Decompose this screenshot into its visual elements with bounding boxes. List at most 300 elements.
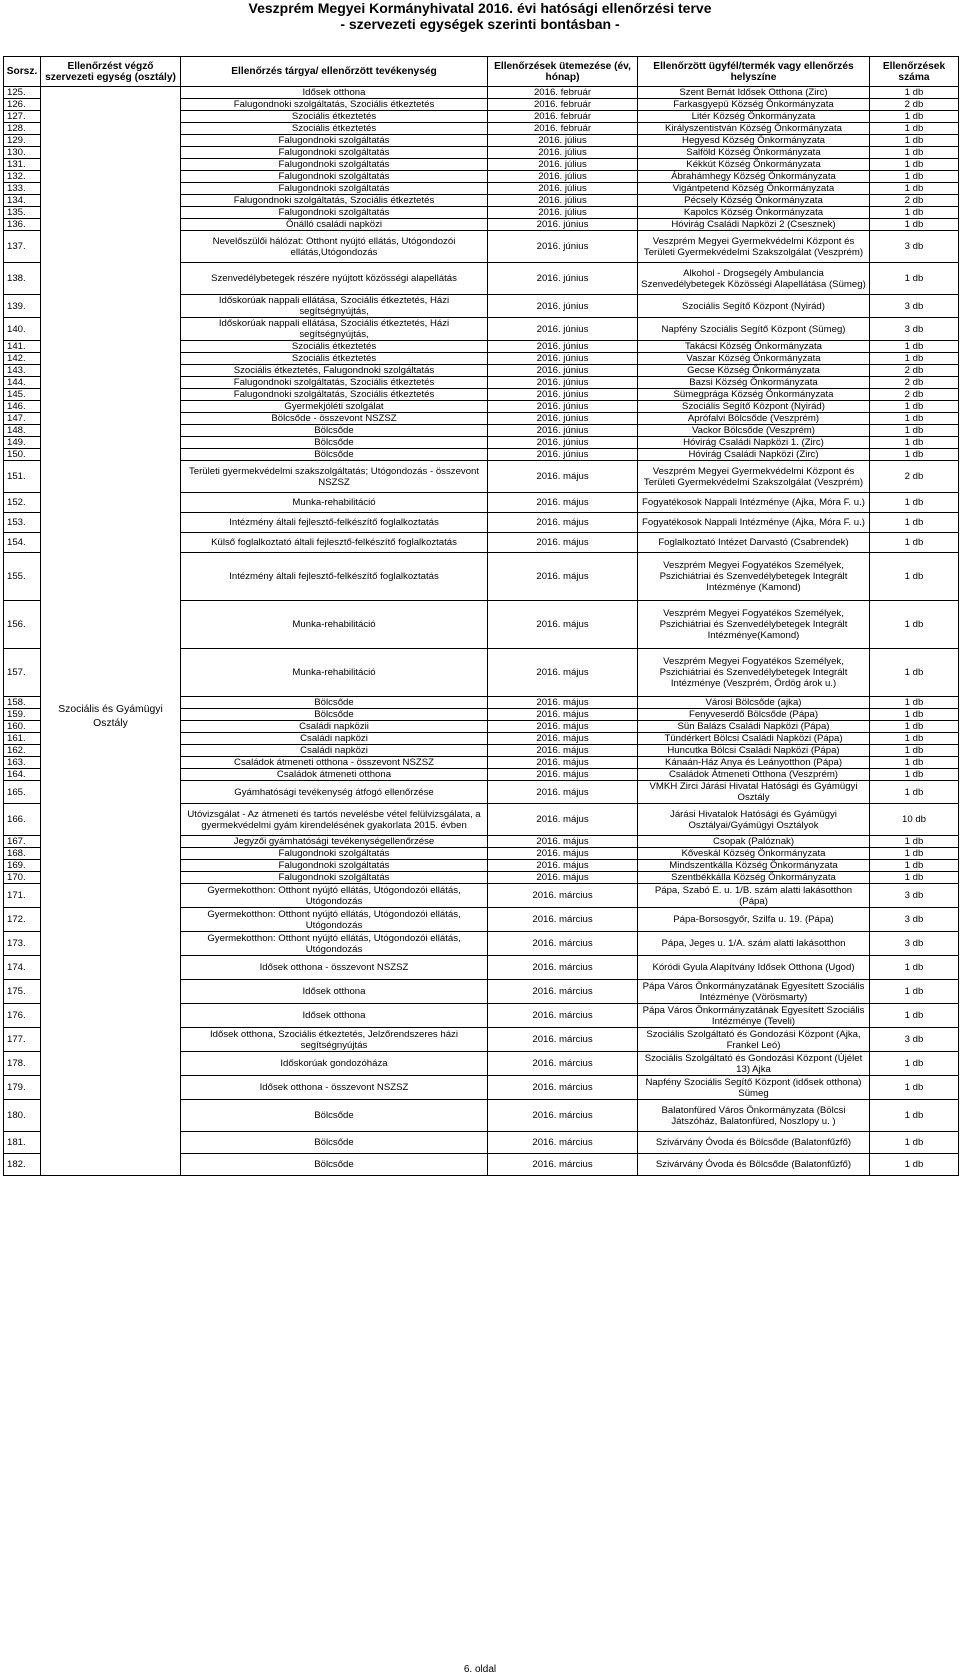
cell-serial: 171. [4, 884, 41, 908]
cell-schedule: 2016. július [488, 195, 638, 207]
page-title: Veszprém Megyei Kormányhivatal 2016. évi hatósági ellenőrzési terve [248, 0, 712, 16]
cell-schedule: 2016. február [488, 99, 638, 111]
cell-serial: 170. [4, 872, 41, 884]
cell-count: 1 db [870, 697, 959, 709]
cell-schedule: 2016. május [488, 733, 638, 745]
page-number: 6. oldal [463, 1664, 497, 1675]
cell-subject: Szociális étkeztetés [181, 123, 488, 135]
cell-count: 1 db [870, 980, 959, 1004]
cell-serial: 146. [4, 401, 41, 413]
cell-count: 2 db [870, 365, 959, 377]
cell-subject: Munka-rehabilitáció [181, 601, 488, 649]
cell-schedule: 2016. június [488, 389, 638, 401]
cell-subject: Gyermekotthon: Otthont nyújtó ellátás, Utógondozói ellátás, Utógondozás [181, 932, 488, 956]
cell-count: 1 db [870, 848, 959, 860]
cell-serial: 139. [4, 295, 41, 318]
cell-count: 1 db [870, 553, 959, 601]
cell-count: 3 db [870, 908, 959, 932]
col-header-serial: Sorsz. [4, 57, 41, 87]
cell-subject: Szociális étkeztetés [181, 353, 488, 365]
cell-schedule: 2016. június [488, 425, 638, 437]
cell-schedule: 2016. május [488, 745, 638, 757]
cell-serial: 167. [4, 836, 41, 848]
cell-schedule: 2016. március [488, 932, 638, 956]
cell-count: 2 db [870, 461, 959, 493]
cell-client: Veszprém Megyei Fogyatékos Személyek, Pszichiátriai és Szenvedélybetegek Integrált Intézménye (Veszprém, Ördög árok u.) [638, 649, 870, 697]
table-row [4, 87, 959, 99]
cell-serial: 153. [4, 513, 41, 533]
cell-count: 1 db [870, 87, 959, 99]
cell-subject: Falugondnoki szolgáltatás [181, 872, 488, 884]
cell-serial: 129. [4, 135, 41, 147]
cell-client: Bazsi Község Önkormányzata [638, 377, 870, 389]
cell-subject: Munka-rehabilitáció [181, 649, 488, 697]
cell-schedule: 2016. május [488, 804, 638, 836]
cell-count: 1 db [870, 183, 959, 195]
col-header-schedule: Ellenőrzések ütemezése (év, hónap) [488, 57, 638, 87]
cell-client: Aprófalvi Bölcsőde (Veszprém) [638, 413, 870, 425]
cell-subject: Falugondnoki szolgáltatás, Szociális étkeztetés [181, 389, 488, 401]
cell-schedule: 2016. május [488, 697, 638, 709]
cell-schedule: 2016. május [488, 721, 638, 733]
cell-schedule: 2016. június [488, 353, 638, 365]
cell-count: 1 db [870, 449, 959, 461]
cell-serial: 161. [4, 733, 41, 745]
cell-client: Napfény Szociális Segítő Központ (Sümeg) [638, 318, 870, 341]
cell-serial: 169. [4, 860, 41, 872]
cell-serial: 144. [4, 377, 41, 389]
cell-serial: 168. [4, 848, 41, 860]
cell-count: 1 db [870, 1052, 959, 1076]
cell-subject: Intézmény általi fejlesztő-felkészítő foglalkoztatás [181, 553, 488, 601]
cell-count: 1 db [870, 769, 959, 781]
cell-serial: 149. [4, 437, 41, 449]
cell-subject: Falugondnoki szolgáltatás [181, 135, 488, 147]
cell-count: 3 db [870, 295, 959, 318]
cell-serial: 143. [4, 365, 41, 377]
cell-subject: Falugondnoki szolgáltatás [181, 183, 488, 195]
cell-subject: Szenvedélybetegek részére nyújtott közösségi alapellátás [181, 263, 488, 295]
cell-serial: 145. [4, 389, 41, 401]
cell-subject: Szociális étkeztetés, Falugondnoki szolgáltatás [181, 365, 488, 377]
cell-count: 1 db [870, 341, 959, 353]
cell-schedule: 2016. március [488, 956, 638, 980]
cell-client: Pápa-Borsosgyőr, Szilfa u. 19. (Pápa) [638, 908, 870, 932]
cell-client: Kőveskál Község Önkormányzata [638, 848, 870, 860]
cell-serial: 166. [4, 804, 41, 836]
cell-serial: 148. [4, 425, 41, 437]
cell-subject: Idősek otthona [181, 1004, 488, 1028]
cell-client: Vigántpetend Község Önkormányzata [638, 183, 870, 195]
cell-count: 1 db [870, 159, 959, 171]
cell-count: 3 db [870, 1028, 959, 1052]
cell-serial: 158. [4, 697, 41, 709]
cell-schedule: 2016. március [488, 980, 638, 1004]
cell-client: Mindszentkálla Község Önkormányzata [638, 860, 870, 872]
cell-count: 2 db [870, 377, 959, 389]
cell-serial: 160. [4, 721, 41, 733]
cell-subject: Idősek otthona [181, 980, 488, 1004]
cell-serial: 154. [4, 533, 41, 553]
cell-schedule: 2016. május [488, 836, 638, 848]
cell-count: 1 db [870, 836, 959, 848]
cell-subject: Gyermekotthon: Otthont nyújtó ellátás, Utógondozói ellátás, Utógondozás [181, 908, 488, 932]
cell-subject: Gyámhatósági tevékenység átfogó ellenőrzése [181, 781, 488, 804]
cell-client: Szivárvány Óvoda és Bölcsőde (Balatonfűzfő) [638, 1154, 870, 1176]
cell-client: Hóvirág Családi Napközi 1. (Zirc) [638, 437, 870, 449]
cell-client: Huncutka Bölcsi Családi Napközi (Pápa) [638, 745, 870, 757]
cell-schedule: 2016. július [488, 159, 638, 171]
cell-client: Pápa, Jeges u. 1/A. szám alatti lakásotthon [638, 932, 870, 956]
cell-schedule: 2016. május [488, 848, 638, 860]
cell-serial: 172. [4, 908, 41, 932]
cell-schedule: 2016. március [488, 1100, 638, 1132]
cell-count: 1 db [870, 147, 959, 159]
cell-subject: Időskorúak nappali ellátása, Szociális étkeztetés, Házi segítségnyújtás, [181, 318, 488, 341]
cell-subject: Családi napközi [181, 733, 488, 745]
cell-serial: 134. [4, 195, 41, 207]
cell-serial: 173. [4, 932, 41, 956]
cell-client: Veszprém Megyei Gyermekvédelmi Központ és Területi Gyermekvédelmi Szakszolgálat (Veszprém) [638, 231, 870, 263]
cell-serial: 126. [4, 99, 41, 111]
cell-count: 1 db [870, 425, 959, 437]
cell-serial: 174. [4, 956, 41, 980]
cell-subject: Önálló családi napközi [181, 219, 488, 231]
cell-client: Szociális Szolgáltató és Gondozási Központ (Újélet 13) Ajka [638, 1052, 870, 1076]
cell-schedule: 2016. július [488, 183, 638, 195]
cell-subject: Intézmény általi fejlesztő-felkészítő foglalkoztatás [181, 513, 488, 533]
cell-serial: 150. [4, 449, 41, 461]
cell-subject: Bölcsőde [181, 1132, 488, 1154]
cell-subject: Nevelőszülői hálózat: Otthont nyújtó ellátás, Utógondozói ellátás,Utógondozás [181, 231, 488, 263]
cell-schedule: 2016. június [488, 377, 638, 389]
cell-client: Salföld Község Önkormányzata [638, 147, 870, 159]
cell-count: 1 db [870, 437, 959, 449]
cell-client: Pápa Város Önkormányzatának Egyesített Szociális Intézménye (Teveli) [638, 1004, 870, 1028]
cell-count: 1 db [870, 493, 959, 513]
cell-schedule: 2016. február [488, 123, 638, 135]
cell-serial: 159. [4, 709, 41, 721]
cell-count: 1 db [870, 263, 959, 295]
cell-serial: 130. [4, 147, 41, 159]
cell-client: Szociális Segítő Központ (Nyirád) [638, 295, 870, 318]
cell-schedule: 2016. június [488, 295, 638, 318]
cell-schedule: 2016. március [488, 1004, 638, 1028]
cell-subject: Idősek otthona [181, 87, 488, 99]
cell-client: Farkasgyepü Község Önkormányzata [638, 99, 870, 111]
cell-client: Hóvirág Családi Napközi 2 (Csesznek) [638, 219, 870, 231]
cell-client: Ábrahámhegy Község Önkormányzata [638, 171, 870, 183]
cell-serial: 125. [4, 87, 41, 99]
cell-subject: Bölcsőde - összevont NSZSZ [181, 413, 488, 425]
cell-subject: Falugondnoki szolgáltatás [181, 171, 488, 183]
cell-subject: Külső foglalkoztató általi fejlesztő-felkészítő foglalkoztatás [181, 533, 488, 553]
cell-subject: Bölcsőde [181, 437, 488, 449]
cell-schedule: 2016. május [488, 493, 638, 513]
cell-subject: Falugondnoki szolgáltatás [181, 848, 488, 860]
cell-client: Csopak (Palóznak) [638, 836, 870, 848]
cell-schedule: 2016. június [488, 437, 638, 449]
cell-serial: 163. [4, 757, 41, 769]
cell-count: 1 db [870, 1154, 959, 1176]
cell-serial: 142. [4, 353, 41, 365]
cell-subject: Szociális étkeztetés [181, 341, 488, 353]
cell-subject: Falugondnoki szolgáltatás [181, 147, 488, 159]
cell-subject: Idősek otthona, Szociális étkeztetés, Jelzőrendszeres házi segítségnyújtás [181, 1028, 488, 1052]
cell-client: Fenyveserdő Bölcsőde (Pápa) [638, 709, 870, 721]
table-header-row [4, 57, 959, 87]
cell-serial: 179. [4, 1076, 41, 1100]
cell-count: 1 db [870, 413, 959, 425]
cell-serial: 140. [4, 318, 41, 341]
cell-count: 1 db [870, 401, 959, 413]
cell-count: 1 db [870, 1100, 959, 1132]
cell-client: Takácsi Község Önkormányzata [638, 341, 870, 353]
cell-subject: Jegyzői gyámhatósági tevékenységellenőrzése [181, 836, 488, 848]
cell-schedule: 2016. március [488, 1154, 638, 1176]
cell-schedule: 2016. május [488, 649, 638, 697]
cell-schedule: 2016. június [488, 449, 638, 461]
cell-department [41, 87, 181, 1176]
cell-count: 1 db [870, 219, 959, 231]
cell-schedule: 2016. július [488, 207, 638, 219]
cell-subject: Falugondnoki szolgáltatás, Szociális étkeztetés [181, 377, 488, 389]
cell-client: Szivárvány Óvoda és Bölcsőde (Balatonfűzfő) [638, 1132, 870, 1154]
cell-subject: Családok átmeneti otthona [181, 769, 488, 781]
cell-count: 1 db [870, 860, 959, 872]
col-header-count: Ellenőrzések száma [870, 57, 959, 87]
cell-schedule: 2016. május [488, 872, 638, 884]
cell-count: 1 db [870, 533, 959, 553]
cell-count: 1 db [870, 111, 959, 123]
cell-subject: Gyermekotthon: Otthont nyújtó ellátás, Utógondozói ellátás, Utógondozás [181, 884, 488, 908]
cell-serial: 177. [4, 1028, 41, 1052]
cell-client: Fogyatékosok Nappali Intézménye (Ajka, Móra F. u.) [638, 493, 870, 513]
cell-subject: Időskorúak gondozóháza [181, 1052, 488, 1076]
cell-subject: Falugondnoki szolgáltatás, Szociális étkeztetés [181, 99, 488, 111]
cell-subject: Bölcsőde [181, 449, 488, 461]
cell-client: Járási Hivatalok Hatósági és Gyámügyi Osztályai/Gyámügyi Osztályok [638, 804, 870, 836]
cell-subject: Falugondnoki szolgáltatás [181, 860, 488, 872]
cell-serial: 151. [4, 461, 41, 493]
cell-client: Családok Átmeneti Otthona (Veszprém) [638, 769, 870, 781]
cell-client: VMKH Zirci Járási Hivatal Hatósági és Gyámügyi Osztály [638, 781, 870, 804]
cell-count: 1 db [870, 757, 959, 769]
cell-schedule: 2016. március [488, 884, 638, 908]
cell-client: Szentbékkálla Község Önkormányzata [638, 872, 870, 884]
cell-serial: 165. [4, 781, 41, 804]
cell-count: 1 db [870, 781, 959, 804]
cell-serial: 175. [4, 980, 41, 1004]
cell-serial: 138. [4, 263, 41, 295]
cell-serial: 128. [4, 123, 41, 135]
cell-subject: Területi gyermekvédelmi szakszolgáltatás; Utógondozás - összevont NSZSZ [181, 461, 488, 493]
cell-client: Pécsely Község Önkormányzata [638, 195, 870, 207]
cell-client: Veszprém Megyei Fogyatékos Személyek, Pszichiátriai és Szenvedélybetegek Integrált Intézménye(Kamond) [638, 601, 870, 649]
cell-count: 3 db [870, 318, 959, 341]
cell-client: Királyszentistván Község Önkormányzata [638, 123, 870, 135]
cell-count: 1 db [870, 1004, 959, 1028]
cell-count: 1 db [870, 956, 959, 980]
cell-serial: 181. [4, 1132, 41, 1154]
cell-subject: Idősek otthona - összevont NSZSZ [181, 956, 488, 980]
col-header-subject: Ellenőrzés tárgya/ ellenőrzött tevékenység [181, 57, 488, 87]
cell-client: Veszprém Megyei Fogyatékos Személyek, Pszichiátriai és Szenvedélybetegek Integrált Intézménye (Kamond) [638, 553, 870, 601]
cell-schedule: 2016. június [488, 231, 638, 263]
cell-serial: 133. [4, 183, 41, 195]
cell-serial: 178. [4, 1052, 41, 1076]
cell-schedule: 2016. május [488, 769, 638, 781]
cell-subject: Falugondnoki szolgáltatás [181, 207, 488, 219]
cell-schedule: 2016. május [488, 553, 638, 601]
cell-count: 1 db [870, 135, 959, 147]
cell-schedule: 2016. március [488, 1052, 638, 1076]
cell-serial: 136. [4, 219, 41, 231]
cell-count: 1 db [870, 745, 959, 757]
cell-serial: 141. [4, 341, 41, 353]
cell-schedule: 2016. június [488, 341, 638, 353]
cell-subject: Munka-rehabilitáció [181, 493, 488, 513]
cell-serial: 157. [4, 649, 41, 697]
cell-count: 1 db [870, 872, 959, 884]
cell-client: Vaszar Község Önkormányzata [638, 353, 870, 365]
cell-count: 1 db [870, 1076, 959, 1100]
department-label: Szociális és Gyámügyi Osztály [58, 704, 163, 729]
cell-schedule: 2016. június [488, 263, 638, 295]
cell-serial: 131. [4, 159, 41, 171]
cell-client: Napfény Szociális Segítő Központ (idősek otthona) Sümeg [638, 1076, 870, 1100]
cell-subject: Bölcsőde [181, 1154, 488, 1176]
cell-client: Hóvirág Családi Napközi (Zirc) [638, 449, 870, 461]
inspection-plan-table [3, 56, 959, 1176]
cell-schedule: 2016. március [488, 1132, 638, 1154]
cell-client: Kóródi Gyula Alapítvány Idősek Otthona (Ugod) [638, 956, 870, 980]
page-subtitle: - szervezeti egységek szerinti bontásban - [340, 16, 620, 32]
cell-schedule: 2016. június [488, 413, 638, 425]
cell-serial: 147. [4, 413, 41, 425]
cell-schedule: 2016. június [488, 365, 638, 377]
cell-count: 1 db [870, 733, 959, 745]
cell-serial: 162. [4, 745, 41, 757]
cell-subject: Bölcsőde [181, 709, 488, 721]
cell-client: Litér Község Önkormányzata [638, 111, 870, 123]
cell-subject: Utóvizsgálat - Az átmeneti és tartós nevelésbe vétel felülvizsgálata, a gyermekvédelmi gyám kirendelésének gyakorlata 2015. évben [181, 804, 488, 836]
cell-count: 3 db [870, 884, 959, 908]
cell-count: 1 db [870, 601, 959, 649]
cell-serial: 135. [4, 207, 41, 219]
cell-schedule: 2016. február [488, 111, 638, 123]
cell-client: Fogyatékosok Nappali Intézménye (Ajka, Móra F. u.) [638, 513, 870, 533]
cell-serial: 156. [4, 601, 41, 649]
cell-count: 1 db [870, 709, 959, 721]
cell-serial: 176. [4, 1004, 41, 1028]
cell-schedule: 2016. június [488, 401, 638, 413]
cell-serial: 127. [4, 111, 41, 123]
cell-schedule: 2016. március [488, 908, 638, 932]
cell-subject: Falugondnoki szolgáltatás [181, 159, 488, 171]
cell-count: 3 db [870, 932, 959, 956]
cell-client: Szociális Szolgáltató és Gondozási Központ (Ajka, Frankel Leó) [638, 1028, 870, 1052]
cell-client: Városi Bölcsőde (ajka) [638, 697, 870, 709]
cell-subject: Bölcsőde [181, 425, 488, 437]
cell-subject: Családok átmeneti otthona - összevont NSZSZ [181, 757, 488, 769]
cell-serial: 155. [4, 553, 41, 601]
cell-subject: Szociális étkeztetés [181, 111, 488, 123]
cell-schedule: 2016. március [488, 1028, 638, 1052]
cell-client: Sümegprága Község Önkormányzata [638, 389, 870, 401]
cell-count: 1 db [870, 353, 959, 365]
col-header-client: Ellenőrzött ügyfél/termék vagy ellenőrzés helyszíne [638, 57, 870, 87]
cell-schedule: 2016. március [488, 1076, 638, 1100]
cell-serial: 132. [4, 171, 41, 183]
cell-client: Szent Bernát Idősek Otthona (Zirc) [638, 87, 870, 99]
cell-schedule: 2016. május [488, 757, 638, 769]
cell-schedule: 2016. július [488, 171, 638, 183]
cell-subject: Családi napközi [181, 745, 488, 757]
cell-client: Kékkút Község Önkormányzata [638, 159, 870, 171]
cell-client: Pápa Város Önkormányzatának Egyesített Szociális Intézménye (Vörösmarty) [638, 980, 870, 1004]
cell-serial: 180. [4, 1100, 41, 1132]
cell-subject: Falugondnoki szolgáltatás, Szociális étkeztetés [181, 195, 488, 207]
cell-schedule: 2016. július [488, 147, 638, 159]
cell-subject: Bölcsőde [181, 1100, 488, 1132]
cell-client: Kapolcs Község Önkormányzata [638, 207, 870, 219]
cell-client: Gecse Község Önkormányzata [638, 365, 870, 377]
cell-count: 1 db [870, 1132, 959, 1154]
cell-count: 1 db [870, 207, 959, 219]
cell-client: Pápa, Szabó E. u. 1/B. szám alatti lakásotthon (Pápa) [638, 884, 870, 908]
cell-count: 3 db [870, 231, 959, 263]
cell-client: Sün Balázs Családi Napközi (Pápa) [638, 721, 870, 733]
cell-schedule: 2016. május [488, 781, 638, 804]
cell-count: 1 db [870, 513, 959, 533]
cell-count: 1 db [870, 171, 959, 183]
cell-schedule: 2016. június [488, 219, 638, 231]
cell-client: Alkohol - Drogsegély Ambulancia Szenvedélybetegek Közösségi Alapellátása (Sümeg) [638, 263, 870, 295]
cell-client: Szociális Segítő Központ (Nyirád) [638, 401, 870, 413]
cell-client: Foglalkoztató Intézet Darvastó (Csabrendek) [638, 533, 870, 553]
cell-schedule: 2016. május [488, 461, 638, 493]
cell-schedule: 2016. július [488, 135, 638, 147]
cell-subject: Idősek otthona - összevont NSZSZ [181, 1076, 488, 1100]
cell-count: 1 db [870, 649, 959, 697]
cell-count: 1 db [870, 721, 959, 733]
cell-subject: Gyermekjóléti szolgálat [181, 401, 488, 413]
cell-schedule: 2016. május [488, 533, 638, 553]
cell-schedule: 2016. május [488, 709, 638, 721]
cell-serial: 152. [4, 493, 41, 513]
cell-schedule: 2016. február [488, 87, 638, 99]
cell-serial: 137. [4, 231, 41, 263]
cell-subject: Időskorúak nappali ellátása, Szociális étkeztetés, Házi segítségnyújtás, [181, 295, 488, 318]
cell-client: Veszprém Megyei Gyermekvédelmi Központ és Területi Gyermekvédelmi Szakszolgálat (Veszprém) [638, 461, 870, 493]
cell-client: Hegyesd Község Önkormányzata [638, 135, 870, 147]
cell-serial: 164. [4, 769, 41, 781]
cell-subject: Családi napköziі [181, 721, 488, 733]
cell-count: 2 db [870, 195, 959, 207]
cell-client: Vackor Bölcsőde (Veszprém) [638, 425, 870, 437]
cell-schedule: 2016. június [488, 318, 638, 341]
cell-count: 10 db [870, 804, 959, 836]
cell-count: 2 db [870, 389, 959, 401]
cell-serial: 182. [4, 1154, 41, 1176]
cell-client: Balatonfüred Város Önkormányzata (Bölcsi Játszóház, Balatonfüred, Noszlopy u. ) [638, 1100, 870, 1132]
cell-client: Tündérkert Bölcsi Családi Napközi (Pápa) [638, 733, 870, 745]
cell-client: Kánaán-Ház Anya és Leányotthon (Pápa) [638, 757, 870, 769]
cell-subject: Bölcsőde [181, 697, 488, 709]
cell-schedule: 2016. május [488, 860, 638, 872]
cell-count: 1 db [870, 123, 959, 135]
